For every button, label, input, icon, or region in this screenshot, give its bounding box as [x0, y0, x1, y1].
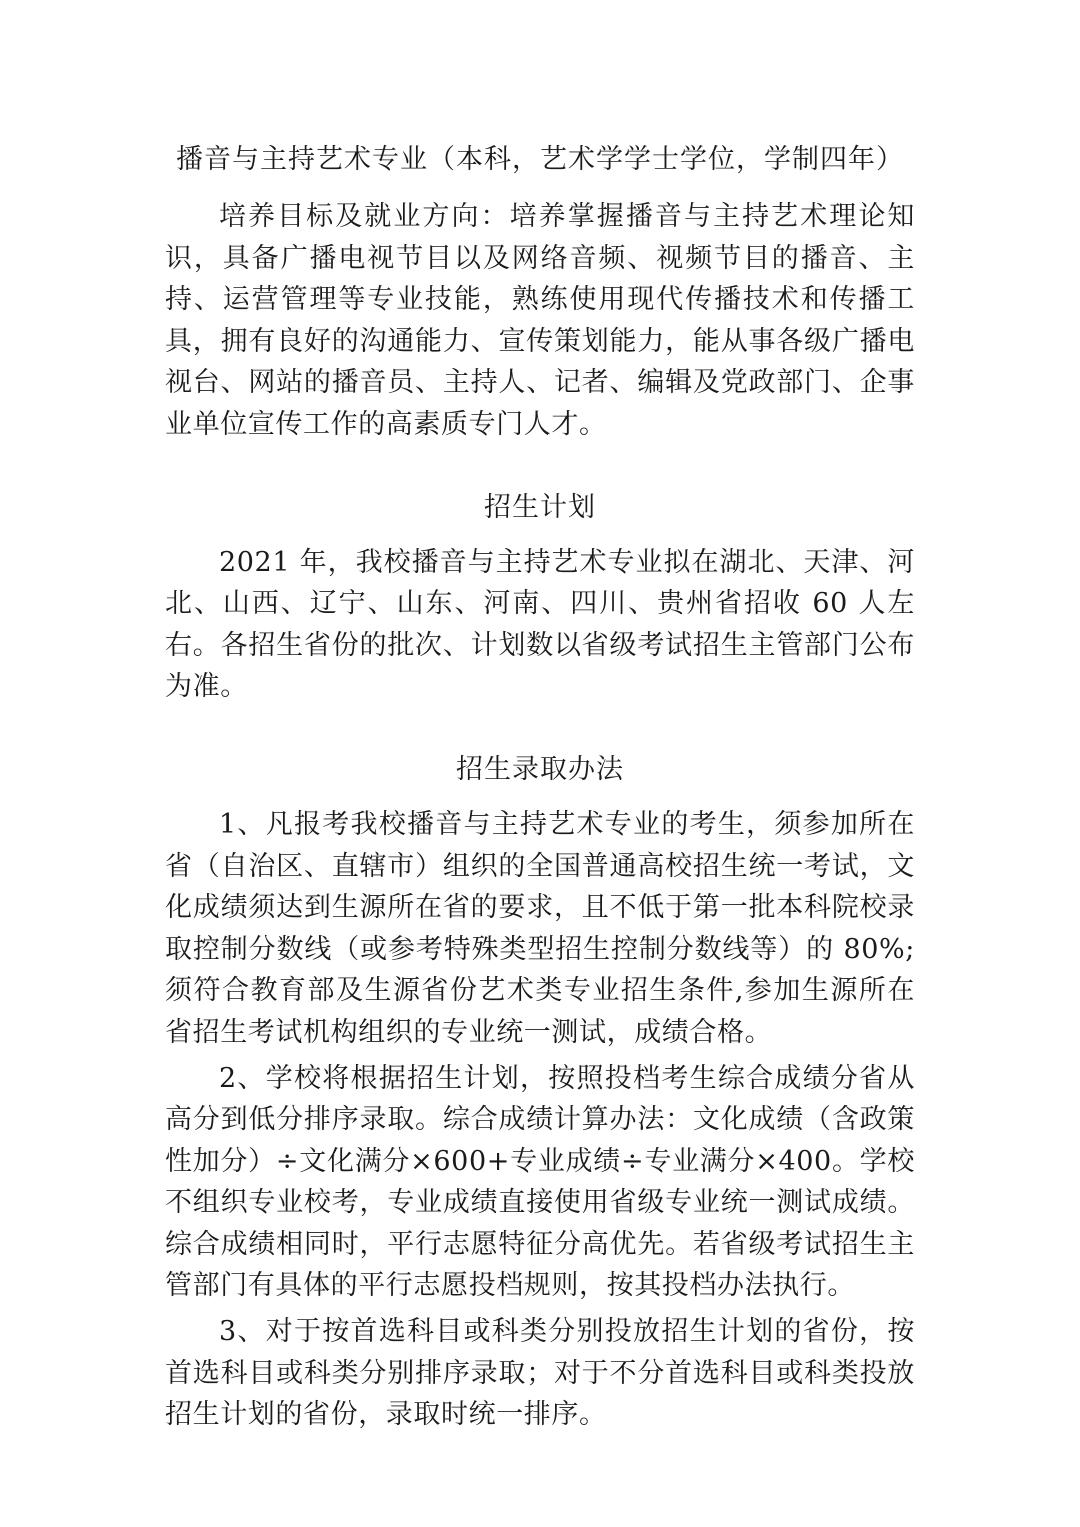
admission-rule-3: 3、对于按首选科目或科类分别投放招生计划的省份，按首选科目或科类分别排序录取；对于不分首选科目或科类投放招生计划的省份，录取时统一排序。: [165, 1316, 915, 1431]
major-heading: 播音与主持艺术专业（本科，艺术学学士学位，学制四年）: [176, 144, 904, 175]
admission-rule-2: 2、学校将根据招生计划，按照投档考生综合成绩分省从高分到低分排序录取。综合成绩计算办法：文化成绩（含政策性加分）÷文化满分×600+专业成绩÷专业满分×400。学校不组织专业校考，专业成绩直接使用省级专业统一测试成绩。综合成绩相同时，平行志愿特征分高优先。若省级考试招生主管部门有具体的平行志愿投档规则，按其投档办法执行。: [165, 1062, 915, 1302]
admission-rule-1: 1、凡报考我校播音与主持艺术专业的考生，须参加所在省（自治区、直辖市）组织的全国普通高校招生统一考试，文化成绩须达到生源所在省的要求，且不低于第一批本科院校录取控制分数线（或参考特殊类型招生控制分数线等）的 80%;须符合教育部及生源省份艺术类专业招生条件,参加生源所在省招生考试机构组织的专业统一测试，成绩合格。: [165, 808, 915, 1048]
major-description: 培养目标及就业方向：培养掌握播音与主持艺术理论知识，具备广播电视节目以及网络音频、视频节目的播音、主持、运营管理等专业技能，熟练使用现代传播技术和传播工具，拥有良好的沟通能力、宣传策划能力，能从事各级广播电视台、网站的播音员、主持人、记者、编辑及党政部门、企事业单位宣传工作的高素质专门人才。: [165, 201, 915, 440]
enrollment-plan-heading: 招生计划: [484, 491, 596, 523]
document-page: [165, 140, 915, 1436]
admission-rules-heading: 招生录取办法: [456, 753, 624, 785]
enrollment-plan-paragraph: 2021 年，我校播音与主持艺术专业拟在湖北、天津、河北、山西、辽宁、山东、河南、四川、贵州省招收 60 人左右。各招生省份的批次、计划数以省级考试招生主管部门公布为准。: [165, 546, 915, 703]
